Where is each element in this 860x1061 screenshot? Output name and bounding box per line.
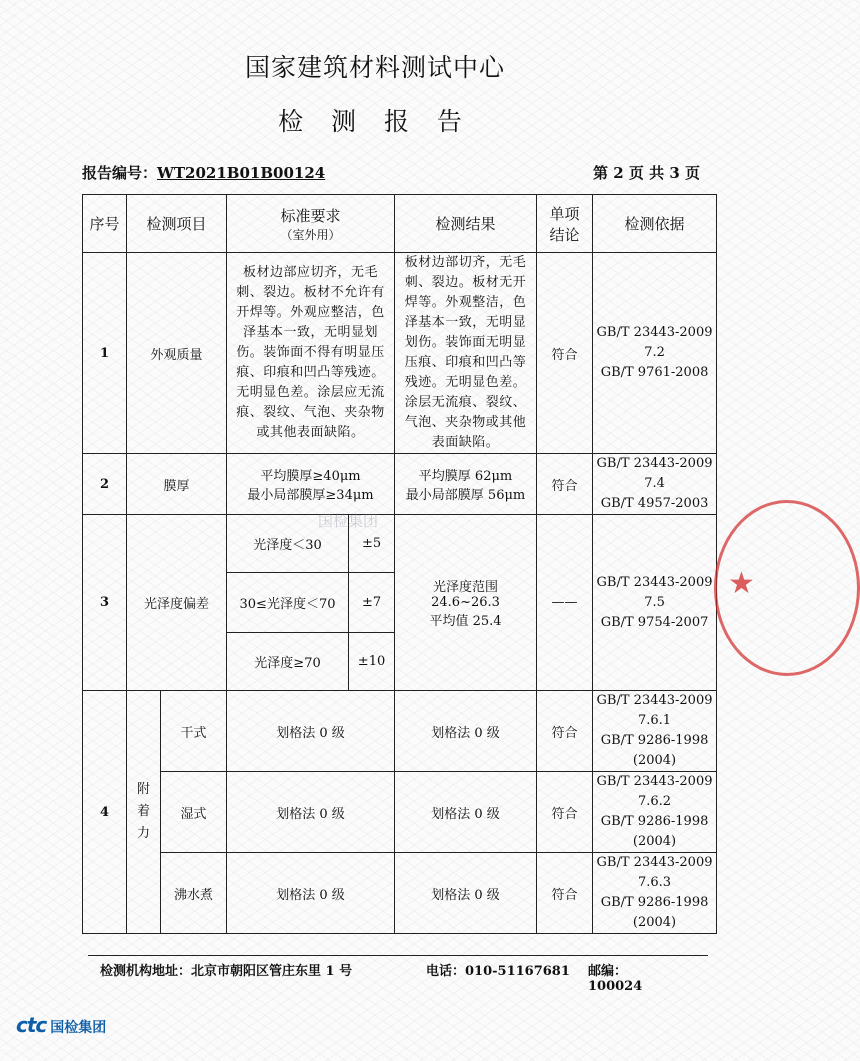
logo-name: 国检集团 xyxy=(50,1020,107,1036)
col-item: 检测项目 xyxy=(127,195,227,253)
gloss-tolerance: ±7 xyxy=(349,573,395,633)
row-item: 膜厚 xyxy=(127,454,227,515)
footer-divider xyxy=(88,955,708,956)
row-basis: GB/T 23443-2009 7.5 GB/T 9754-2007 xyxy=(593,515,717,691)
row-result: 平均膜厚 62μm 最小局部膜厚 56μm xyxy=(395,454,537,515)
gloss-tolerance: ±10 xyxy=(349,633,395,691)
row-conclusion: 符合 xyxy=(537,691,593,772)
report-table xyxy=(82,194,717,934)
row-basis: GB/T 23443-2009 7.6.2 GB/T 9286-1998 (2004) xyxy=(593,772,717,853)
adhesion-type: 沸水煮 xyxy=(161,853,227,934)
row-standard: 划格法 0 级 xyxy=(227,691,395,772)
report-meta xyxy=(82,162,700,186)
gloss-range: 光泽度＜30 xyxy=(227,515,349,573)
row-standard: 板材边部应切齐，无毛刺、裂边。板材不允许有开焊等。外观应整洁，色泽基本一致，无明显划伤。装饰面不得有明显压痕、印痕和凹凸等残迹。无明显色差。涂层应无流痕、裂纹、气泡、夹杂物或其他表面缺陷。 xyxy=(227,253,395,454)
row-conclusion: 符合 xyxy=(537,454,593,515)
row-standard: 平均膜厚≥40μm 最小局部膜厚≥34μm xyxy=(227,454,395,515)
row-result: 划格法 0 级 xyxy=(395,853,537,934)
table-row xyxy=(83,253,717,454)
row-basis: GB/T 23443-2009 7.6.3 GB/T 9286-1998 (2004) xyxy=(593,853,717,934)
col-seq: 序号 xyxy=(83,195,127,253)
row-conclusion: 符合 xyxy=(537,772,593,853)
row-standard: 划格法 0 级 xyxy=(227,772,395,853)
row-item: 附 着 力 xyxy=(127,691,161,934)
gloss-tolerance: ±5 xyxy=(349,515,395,573)
table-row xyxy=(83,515,717,573)
col-conclusion: 单项 结论 xyxy=(537,195,593,253)
ctc-logo xyxy=(16,1013,106,1037)
org-title: 国家建筑材料测试中心 xyxy=(244,53,505,82)
watermark: 国检集团 xyxy=(318,512,379,530)
row-seq: 1 xyxy=(83,253,127,454)
gloss-range: 30≤光泽度＜70 xyxy=(227,573,349,633)
row-result: 划格法 0 级 xyxy=(395,691,537,772)
page-indicator: 第 2 页 共 3 页 xyxy=(593,164,700,182)
adhesion-type: 干式 xyxy=(161,691,227,772)
star-icon: ★ xyxy=(728,566,755,601)
row-seq: 2 xyxy=(83,454,127,515)
adhesion-type: 湿式 xyxy=(161,772,227,853)
row-standard: 划格法 0 级 xyxy=(227,853,395,934)
row-item: 光泽度偏差 xyxy=(127,515,227,691)
row-seq: 3 xyxy=(83,515,127,691)
row-conclusion: 符合 xyxy=(537,853,593,934)
col-basis: 检测依据 xyxy=(593,195,717,253)
report-title: 检 测 报 告 xyxy=(278,107,472,136)
table-row xyxy=(83,853,717,934)
row-basis: GB/T 23443-2009 7.6.1 GB/T 9286-1998 (2004) xyxy=(593,691,717,772)
row-result: 划格法 0 级 xyxy=(395,772,537,853)
report-number: 报告编号：WT2021B01B00124 xyxy=(82,164,326,182)
col-standard: 标准要求 （室外用） xyxy=(227,195,395,253)
row-result: 光泽度范围 24.6~26.3 平均值 25.4 xyxy=(395,515,537,691)
lab-address: 检测机构地址：北京市朝阳区管庄东里 1 号 xyxy=(100,964,353,979)
red-seal xyxy=(714,500,755,670)
lab-zip: 邮编：100024 xyxy=(588,964,643,994)
logo-mark: ctc xyxy=(16,1013,47,1037)
row-result: 板材边部切齐，无毛刺、裂边。板材无开焊等。外观整洁，色泽基本一致，无明显划伤。装饰面无明显压痕、印痕和凹凸等残迹。无明显色差。涂层无流痕、裂纹、气泡、夹杂物或其他表面缺陷。 xyxy=(395,253,537,454)
table-row xyxy=(83,691,717,772)
row-basis: GB/T 23443-2009 7.4 GB/T 4957-2003 xyxy=(593,454,717,515)
table-row xyxy=(83,772,717,853)
row-conclusion: —— xyxy=(537,515,593,691)
table-row xyxy=(83,454,717,515)
col-result: 检测结果 xyxy=(395,195,537,253)
table-header xyxy=(83,195,717,253)
row-seq: 4 xyxy=(83,691,127,934)
row-item: 外观质量 xyxy=(127,253,227,454)
lab-phone: 电话：010-51167681 xyxy=(426,964,570,979)
row-conclusion: 符合 xyxy=(537,253,593,454)
gloss-range: 光泽度≥70 xyxy=(227,633,349,691)
row-basis: GB/T 23443-2009 7.2 GB/T 9761-2008 xyxy=(593,253,717,454)
